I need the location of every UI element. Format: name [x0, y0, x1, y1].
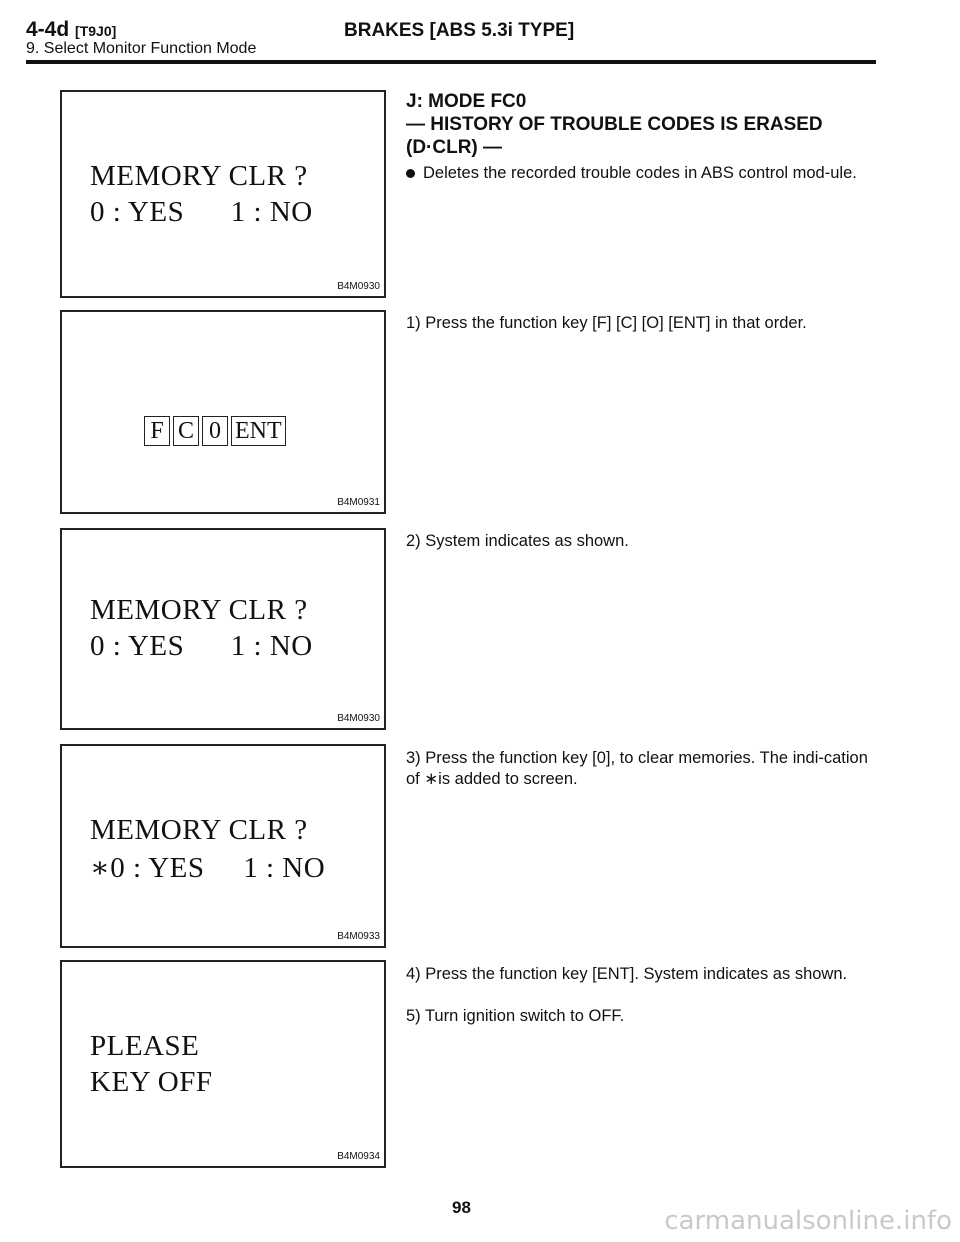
screen-line-1: PLEASE: [90, 1030, 200, 1062]
step-1: 1) Press the function key [F] [C] [O] [ENT] in that order.: [406, 314, 807, 332]
figure-id: B4M0934: [337, 1151, 380, 1162]
screen-line-1: MEMORY CLR ?: [90, 160, 308, 192]
header-rule: [26, 60, 876, 64]
section-title-line-1: J: MODE FC0: [406, 91, 527, 112]
section-heading-block: [406, 90, 876, 184]
monitor-screen-figure-3: [60, 528, 386, 730]
figure-id: B4M0931: [337, 497, 380, 508]
figure-id: B4M0933: [337, 931, 380, 942]
function-key-figure: [60, 310, 386, 514]
section-reference: [T9J0]: [75, 23, 117, 39]
chapter-title: BRAKES [ABS 5.3i TYPE]: [344, 20, 575, 41]
key-f: F: [144, 416, 170, 446]
figure-id: B4M0930: [337, 281, 380, 292]
step-2: 2) System indicates as shown.: [406, 532, 629, 550]
key-c: C: [173, 416, 199, 446]
screen-line-2: KEY OFF: [90, 1066, 213, 1098]
key-ent: ENT: [231, 416, 286, 446]
step-5: 5) Turn ignition switch to OFF.: [406, 1007, 625, 1025]
section-code-number: 4-4d: [26, 18, 70, 41]
monitor-screen-figure-4: [60, 744, 386, 948]
monitor-screen-figure-5: [60, 960, 386, 1168]
step-4: 4) Press the function key [ENT]. System indicates as shown.: [406, 965, 848, 983]
figure-id: B4M0930: [337, 713, 380, 724]
section-code: [26, 18, 116, 42]
section-title-line-2: — HISTORY OF TROUBLE CODES IS ERASED: [406, 114, 823, 135]
bullet-item: [406, 163, 876, 184]
key-0: 0: [202, 416, 228, 446]
screen-line-2: 0 : YES 1 : NO: [90, 630, 313, 662]
page-number: 98: [452, 1198, 471, 1217]
watermark: carmanualsonline.info: [664, 1206, 952, 1236]
bullet-text: Deletes the recorded trouble codes in ABS control mod-ule.: [423, 164, 857, 182]
step-3: 3) Press the function key [0], to clear memories. The indi-cation of ∗is added to screen.: [406, 749, 868, 788]
screen-line-1: MEMORY CLR ?: [90, 594, 308, 626]
screen-line-1: MEMORY CLR ?: [90, 814, 308, 846]
chapter-subtitle: 9. Select Monitor Function Mode: [26, 40, 257, 57]
monitor-screen-figure-1: [60, 90, 386, 298]
screen-line-2: 0 : YES 1 : NO: [90, 196, 313, 228]
screen-line-2: ∗0 : YES 1 : NO: [90, 852, 326, 884]
key-sequence: [144, 416, 286, 446]
bullet-dot-icon: [406, 169, 415, 178]
section-title-line-3: (D·CLR) —: [406, 137, 503, 158]
